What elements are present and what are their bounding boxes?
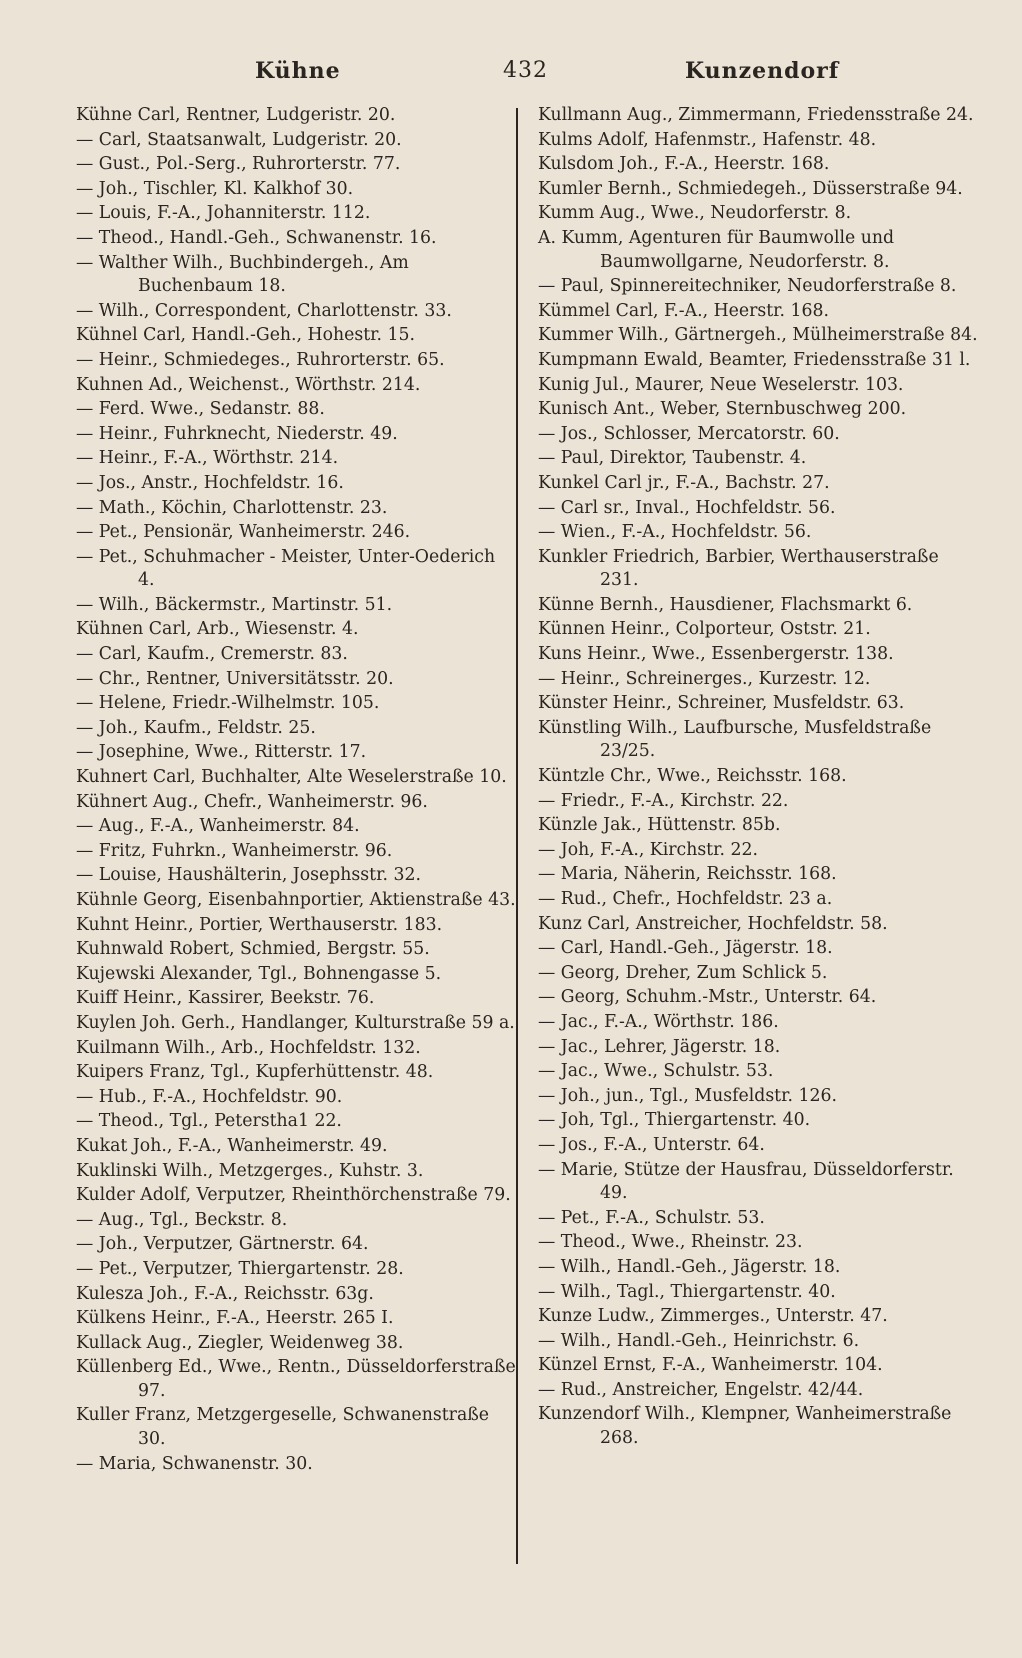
directory-entry: Kühnert Aug., Chefr., Wanheimerstr. 96. bbox=[76, 791, 428, 812]
running-head-right: Kunzendorf bbox=[685, 58, 840, 84]
directory-entry: A. Kumm, Agenturen für Baumwolle und Baumwollgarne, Neudorferstr. 8. bbox=[538, 227, 895, 272]
directory-entry: Kumm Aug., Wwe., Neudorferstr. 8. bbox=[538, 203, 852, 224]
directory-entry: Künzle Jak., Hüttenstr. 85b. bbox=[538, 815, 781, 836]
directory-entry: — Joh., Tischler, Kl. Kalkhof 30. bbox=[76, 178, 354, 199]
directory-entry: — Hub., F.-A., Hochfeldstr. 90. bbox=[76, 1086, 343, 1107]
directory-entry: Kuklinski Wilh., Metzgerges., Kuhstr. 3. bbox=[76, 1160, 424, 1181]
directory-entry: Kukat Joh., F.-A., Wanheimerstr. 49. bbox=[76, 1135, 388, 1156]
column-divider bbox=[516, 108, 518, 1564]
directory-entry: Künne Bernh., Hausdiener, Flachsmarkt 6. bbox=[538, 594, 913, 615]
directory-entry: Kuhnert Carl, Buchhalter, Alte Weselerstraße 10. bbox=[76, 767, 507, 788]
directory-entry: Kuhnwald Robert, Schmied, Bergstr. 55. bbox=[76, 939, 430, 960]
directory-entry: — Math., Köchin, Charlottenstr. 23. bbox=[76, 497, 388, 518]
directory-entry: Künnen Heinr., Colporteur, Oststr. 21. bbox=[538, 619, 871, 640]
directory-entry: Kunkel Carl jr., F.-A., Bachstr. 27. bbox=[538, 472, 830, 493]
directory-entry: — Ferd. Wwe., Sedanstr. 88. bbox=[76, 399, 325, 420]
directory-entry: — Louis, F.-A., Johanniterstr. 112. bbox=[76, 203, 371, 224]
directory-entry: — Carl, Handl.-Geh., Jägerstr. 18. bbox=[538, 938, 833, 959]
directory-entry: — Jac., Lehrer, Jägerstr. 18. bbox=[538, 1036, 781, 1057]
directory-entry: — Chr., Rentner, Universitätsstr. 20. bbox=[76, 668, 394, 689]
directory-entry: — Aug., F.-A., Wanheimerstr. 84. bbox=[76, 816, 360, 837]
directory-entry: Kühnle Georg, Eisenbahnportier, Aktienstraße 43. bbox=[76, 890, 516, 910]
directory-entry: Kühne Carl, Rentner, Ludgeristr. 20. bbox=[76, 105, 396, 125]
directory-entry: Kujewski Alexander, Tgl., Bohnengasse 5. bbox=[76, 963, 442, 984]
directory-entry: — Jos., Anstr., Hochfeldstr. 16. bbox=[76, 472, 344, 493]
directory-entry: Kulsdom Joh., F.-A., Heerstr. 168. bbox=[538, 154, 830, 175]
directory-entry: Kunze Ludw., Zimmerges., Unterstr. 47. bbox=[538, 1306, 888, 1327]
directory-entry: — Wilh., Tagl., Thiergartenstr. 40. bbox=[538, 1281, 836, 1302]
directory-entry: Künzel Ernst, F.-A., Wanheimerstr. 104. bbox=[538, 1355, 883, 1376]
directory-entry: Kümmel Carl, F.-A., Heerstr. 168. bbox=[538, 300, 829, 321]
directory-entry: — Carl sr., Inval., Hochfeldstr. 56. bbox=[538, 497, 836, 518]
page-number: 432 bbox=[503, 58, 548, 83]
directory-entry: Kuller Franz, Metzgergeselle, Schwanenstraße 30. bbox=[76, 1405, 490, 1450]
directory-entry: — Helene, Friedr.-Wilhelmstr. 105. bbox=[76, 693, 380, 714]
directory-entry: — Joh, Tgl., Thiergartenstr. 40. bbox=[538, 1110, 811, 1131]
directory-entry: — Georg, Schuhm.-Mstr., Unterstr. 64. bbox=[538, 987, 877, 1008]
directory-entry: — Joh., Kaufm., Feldstr. 25. bbox=[76, 717, 316, 738]
directory-entry: Kulder Adolf, Verputzer, Rheinthörchenstraße 79. bbox=[76, 1185, 511, 1206]
right-column bbox=[538, 104, 978, 1452]
directory-entry: Kullack Aug., Ziegler, Weidenweg 38. bbox=[76, 1332, 404, 1353]
directory-entry: — Rud., Anstreicher, Engelstr. 42/44. bbox=[538, 1379, 864, 1400]
directory-entry: — Paul, Spinnereitechniker, Neudorferstraße 8. bbox=[538, 276, 957, 297]
running-head-left: Kühne bbox=[255, 58, 341, 84]
directory-entry: Kunz Carl, Anstreicher, Hochfeldstr. 58. bbox=[538, 913, 888, 934]
directory-entry: Künster Heinr., Schreiner, Musfeldstr. 63. bbox=[538, 693, 905, 714]
directory-entry: — Josephine, Wwe., Ritterstr. 17. bbox=[76, 742, 367, 763]
directory-entry: — Carl, Kaufm., Cremerstr. 83. bbox=[76, 644, 348, 665]
directory-entry: Kunig Jul., Maurer, Neue Weselerstr. 103. bbox=[538, 374, 904, 395]
directory-entry: — Aug., Tgl., Beckstr. 8. bbox=[76, 1209, 288, 1230]
directory-entry: — Theod., Wwe., Rheinstr. 23. bbox=[538, 1232, 803, 1253]
directory-entry: Kühnel Carl, Handl.-Geh., Hohestr. 15. bbox=[76, 325, 416, 346]
directory-entry: — Jac., Wwe., Schulstr. 53. bbox=[538, 1061, 774, 1082]
directory-entry: — Maria, Näherin, Reichsstr. 168. bbox=[538, 864, 837, 885]
directory-entry: Kunisch Ant., Weber, Sternbuschweg 200. bbox=[538, 399, 907, 420]
directory-entry: Kuylen Joh. Gerh., Handlanger, Kulturstraße 59 a. bbox=[76, 1012, 515, 1033]
directory-entry: Kulesza Joh., F.-A., Reichsstr. 63g. bbox=[76, 1283, 374, 1304]
directory-entry: — Wilh., Correspondent, Charlottenstr. 33. bbox=[76, 300, 452, 321]
directory-entry: — Heinr., Fuhrknecht, Niederstr. 49. bbox=[76, 423, 398, 444]
directory-entry: Kühnen Carl, Arb., Wiesenstr. 4. bbox=[76, 619, 359, 640]
directory-entry: — Pet., Schuhmacher - Meister, Unter-Oederich 4. bbox=[76, 546, 496, 591]
directory-entry: — Marie, Stütze der Hausfrau, Düsseldorferstr. 49. bbox=[538, 1159, 954, 1204]
directory-entry: — Rud., Chefr., Hochfeldstr. 23 a. bbox=[538, 889, 833, 909]
directory-entry: — Friedr., F.-A., Kirchstr. 22. bbox=[538, 790, 789, 811]
directory-entry: Kumler Bernh., Schmiedegeh., Düsserstraße 94. bbox=[538, 178, 963, 199]
directory-entry: — Wilh., Handl.-Geh., Heinrichstr. 6. bbox=[538, 1330, 860, 1351]
directory-entry: — Jos., F.-A., Unterstr. 64. bbox=[538, 1134, 765, 1155]
directory-entry: — Georg, Dreher, Zum Schlick 5. bbox=[538, 962, 828, 983]
directory-entry: Kumpmann Ewald, Beamter, Friedensstraße 31 l. bbox=[538, 349, 971, 370]
directory-entry: Kuhnt Heinr., Portier, Werthauserstr. 183. bbox=[76, 914, 443, 935]
directory-entry: — Wilh., Bäckermstr., Martinstr. 51. bbox=[76, 594, 393, 615]
directory-entry: — Heinr., Schreinerges., Kurzestr. 12. bbox=[538, 668, 871, 689]
directory-entry: — Louise, Haushälterin, Josephsstr. 32. bbox=[76, 865, 421, 886]
directory-entry: — Gust., Pol.-Serg., Ruhrorterstr. 77. bbox=[76, 154, 401, 175]
directory-entry: — Maria, Schwanenstr. 30. bbox=[76, 1453, 313, 1474]
directory-entry: Kuhnen Ad., Weichenst., Wörthstr. 214. bbox=[76, 374, 421, 395]
directory-entry: — Wilh., Handl.-Geh., Jägerstr. 18. bbox=[538, 1256, 841, 1277]
directory-entry: — Joh., jun., Tgl., Musfeldstr. 126. bbox=[538, 1085, 837, 1106]
directory-entry: Kulms Adolf, Hafenmstr., Hafenstr. 48. bbox=[538, 129, 877, 150]
directory-entry: Kummer Wilh., Gärtnergeh., Mülheimerstraße 84. bbox=[538, 325, 978, 346]
directory-entry: — Joh., Verputzer, Gärtnerstr. 64. bbox=[76, 1234, 369, 1255]
directory-entry: — Joh, F.-A., Kirchstr. 22. bbox=[538, 839, 758, 860]
directory-entry: — Theod., Handl.-Geh., Schwanenstr. 16. bbox=[76, 227, 437, 248]
directory-entry: Kullmann Aug., Zimmermann, Friedensstraße 24. bbox=[538, 105, 974, 125]
directory-entry: — Theod., Tgl., Peterstha1 22. bbox=[76, 1111, 342, 1132]
directory-entry: Külkens Heinr., F.-A., Heerstr. 265 I. bbox=[76, 1308, 394, 1329]
directory-entry: — Heinr., F.-A., Wörthstr. 214. bbox=[76, 448, 339, 469]
directory-entry: — Jac., F.-A., Wörthstr. 186. bbox=[538, 1011, 779, 1032]
directory-entry: — Pet., F.-A., Schulstr. 53. bbox=[538, 1207, 765, 1228]
directory-entry: Kuiff Heinr., Kassirer, Beekstr. 76. bbox=[76, 988, 375, 1009]
directory-entry: — Fritz, Fuhrkn., Wanheimerstr. 96. bbox=[76, 840, 393, 861]
directory-entry: — Carl, Staatsanwalt, Ludgeristr. 20. bbox=[76, 129, 402, 150]
left-column bbox=[76, 104, 516, 1477]
directory-entry: — Walther Wilh., Buchbindergeh., Am Buchenbaum 18. bbox=[76, 252, 409, 297]
directory-entry: Küntzle Chr., Wwe., Reichsstr. 168. bbox=[538, 766, 847, 787]
directory-entry: — Heinr., Schmiedeges., Ruhrorterstr. 65. bbox=[76, 349, 445, 370]
directory-entry: — Paul, Direktor, Taubenstr. 4. bbox=[538, 448, 807, 469]
directory-entry: Kuipers Franz, Tgl., Kupferhüttenstr. 48. bbox=[76, 1062, 434, 1083]
directory-entry: Küllenberg Ed., Wwe., Rentn., Düsseldorferstraße 97. bbox=[76, 1357, 516, 1401]
directory-entry: — Pet., Pensionär, Wanheimerstr. 246. bbox=[76, 522, 411, 543]
directory-entry: Kunzendorf Wilh., Klempner, Wanheimerstraße 268. bbox=[538, 1404, 952, 1449]
directory-entry: Künstling Wilh., Laufbursche, Musfeldstraße 23/25. bbox=[538, 717, 932, 762]
directory-entry: Kuns Heinr., Wwe., Essenbergerstr. 138. bbox=[538, 644, 894, 665]
directory-entry: Kunkler Friedrich, Barbier, Werthauserstraße 231. bbox=[538, 546, 939, 591]
directory-entry: Kuilmann Wilh., Arb., Hochfeldstr. 132. bbox=[76, 1037, 421, 1058]
directory-entry: — Wien., F.-A., Hochfeldstr. 56. bbox=[538, 522, 812, 543]
directory-entry: — Jos., Schlosser, Mercatorstr. 60. bbox=[538, 423, 840, 444]
directory-entry: — Pet., Verputzer, Thiergartenstr. 28. bbox=[76, 1258, 404, 1279]
